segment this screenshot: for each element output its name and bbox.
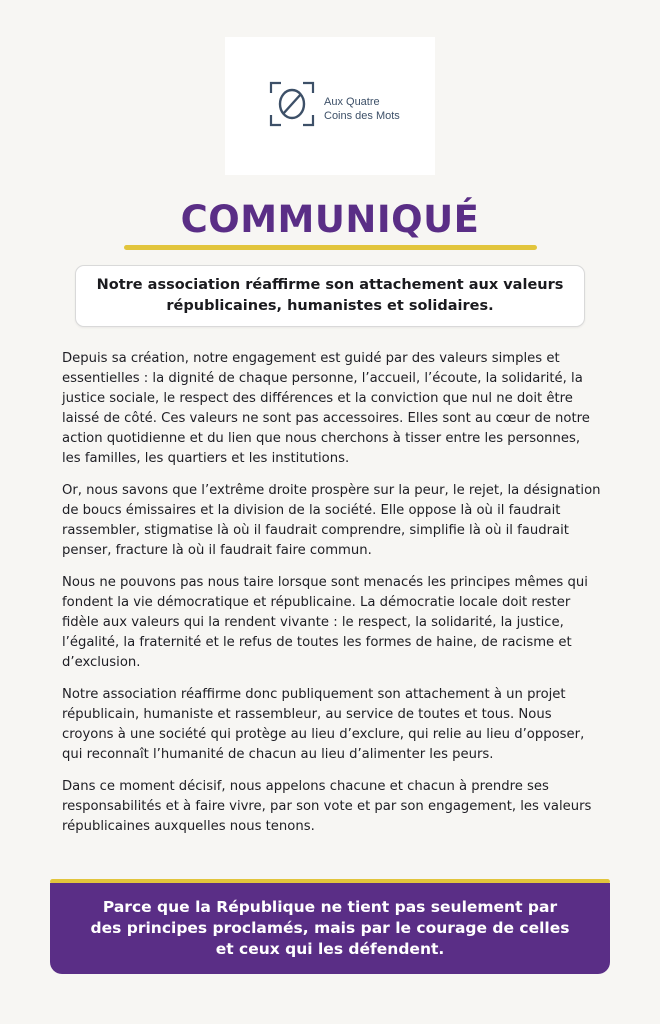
logo-frame-icon xyxy=(269,81,315,127)
intro-text: Notre association réaffirme son attachement aux valeurs républicaines, humanistes et solidaires. xyxy=(96,277,564,314)
paragraph: Nous ne pouvons pas nous taire lorsque sont menacés les principes mêmes qui fondent la vie démocratique et républicaine. La démocratie locale doit rester fidèle aux valeurs qui la rendent vivante : le respect, la solidarité, la justice, l’égalité, la fraternité et le refus de toutes les formes de haine, de racisme et d’exclusion. xyxy=(62,575,588,670)
page-title: COMMUNIQUÉ xyxy=(180,198,480,241)
logo-line-1: Aux Quatre xyxy=(324,96,380,108)
logo xyxy=(225,37,435,175)
body-text xyxy=(62,349,602,849)
paragraph: Notre association réaffirme donc publiquement son attachement à un projet républicain, humaniste et rassembleur, au service de toutes et tous. Nous croyons à une société qui protège au lieu d’exclure, qui relie au lieu d’opposer, qui reconnaît l’humanité de chacun au lieu d’alimenter les peurs. xyxy=(62,687,585,762)
intro-callout xyxy=(75,265,585,327)
logo-text xyxy=(324,95,400,123)
logo-line-2: Coins des Mots xyxy=(324,110,400,122)
paragraph: Depuis sa création, notre engagement est guidé par des valeurs simples et essentielles : la dignité de chaque personne, l’accueil, l’écoute, la solidarité, la justice sociale, le respect des différences et la conviction que nul ne doit être laissé de côté. Ces valeurs ne sont pas accessoires. Elles sont au cœur de notre action quotidienne et du lien que nous cherchons à tisser entre les personnes, les familles, les quartiers et les institutions. xyxy=(62,351,590,466)
footer-text: Parce que la République ne tient pas seulement par des principes proclamés, mais par le courage de celles et ceux qui les défendent. xyxy=(90,898,570,958)
footer-banner xyxy=(50,883,610,974)
paragraph: Dans ce moment décisif, nous appelons chacune et chacun à prendre ses responsabilités et à faire vivre, par son vote et par son engagement, les valeurs républicaines auxquelles nous tenons. xyxy=(62,779,592,834)
paragraph: Or, nous savons que l’extrême droite prospère sur la peur, le rejet, la désignation de boucs émissaires et la division de la société. Elle oppose là où il faudrait rassembler, stigmatise là où il faudrait comprendre, simplifie là où il faudrait penser, fracture là où il faudrait faire commun. xyxy=(62,483,601,558)
title-underline xyxy=(124,245,537,250)
